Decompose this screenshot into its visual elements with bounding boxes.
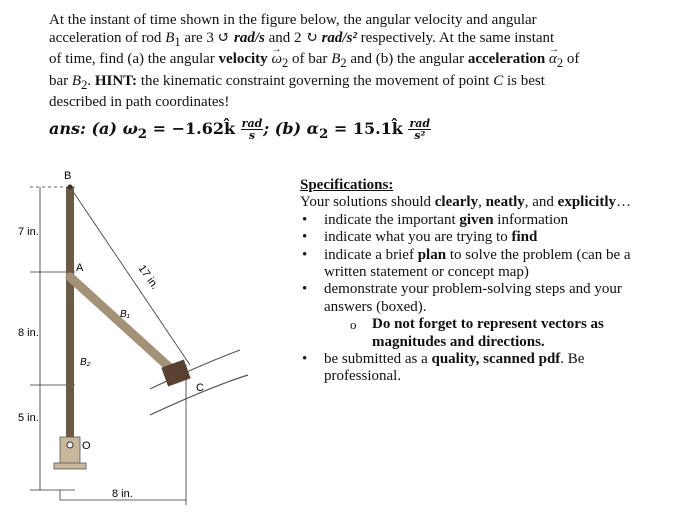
text: of — [563, 51, 580, 67]
keyword: neatly — [485, 194, 525, 211]
label-b1: B₁ — [120, 309, 130, 320]
text: of bar — [288, 51, 332, 67]
text: indicate the important — [324, 211, 460, 228]
problem-line-4 — [49, 73, 649, 95]
text: acceleration of rod — [49, 29, 166, 46]
subscript: 2 — [137, 126, 148, 143]
text: is best — [503, 72, 545, 89]
problem-line-3 — [49, 51, 649, 73]
base-support — [60, 437, 80, 465]
bar-symbol: B — [331, 51, 341, 67]
numerator: rad — [409, 117, 431, 130]
sub-list — [324, 316, 660, 351]
text: … — [616, 194, 631, 211]
alpha-vector: → α — [549, 51, 557, 69]
specifications — [300, 177, 660, 386]
text: Your solutions should — [300, 194, 435, 211]
keyword: plan — [417, 246, 447, 263]
keyword: velocity — [218, 51, 268, 67]
keyword: explicitly — [557, 194, 616, 211]
point-symbol: C — [493, 72, 504, 89]
keyword: acceleration — [467, 51, 546, 67]
answer-line — [49, 118, 431, 142]
text: , — [478, 194, 486, 211]
specs-title: Specifications: — [300, 177, 394, 193]
subscript: 2 — [318, 126, 329, 143]
subscript: 2 — [81, 77, 88, 92]
label-b: B — [64, 170, 72, 182]
dim-8h-label: 8 in. — [112, 488, 133, 500]
denominator: s² — [414, 129, 426, 142]
text: to solve the problem (can be a written statement or concept map) — [324, 246, 631, 281]
problem-line-5: described in path coordinates! — [49, 94, 230, 110]
subscript: 2 — [556, 56, 564, 70]
list-item — [322, 229, 660, 246]
curved-path — [150, 375, 248, 415]
list-item — [322, 212, 660, 229]
dim-5-label: 5 in. — [18, 412, 39, 424]
keyword: given — [459, 211, 494, 228]
denominator: s — [248, 129, 256, 142]
dimension-lines — [30, 187, 190, 505]
keyword: quality, scanned pdf — [431, 351, 561, 368]
base-plate — [54, 463, 86, 469]
text: the kinematic constraint governing the movement of point — [137, 72, 494, 89]
unit-fraction — [241, 118, 264, 141]
numerator: rad — [241, 117, 263, 130]
text: and (b) the angular — [346, 51, 468, 67]
answer-a-value: = −1.62k̂ — [147, 119, 236, 138]
point-b — [68, 185, 73, 190]
bar-symbol: B — [71, 72, 82, 89]
text: be submitted as a — [324, 351, 432, 368]
subscript: 2 — [282, 56, 289, 70]
omega-vector: → ω — [271, 51, 282, 69]
text: . Be professional. — [324, 351, 585, 385]
dim-7-label: 7 in. — [18, 226, 39, 238]
unit: rad/s — [234, 29, 265, 46]
text: of time, find (a) the angular — [49, 51, 219, 67]
unit-fraction — [408, 118, 431, 141]
label-a: A — [76, 262, 84, 274]
label-c: C — [196, 382, 204, 394]
text: . — [87, 72, 95, 89]
specs-intro — [300, 194, 660, 211]
text: respectively. At the same instant — [356, 29, 555, 46]
text: indicate a brief — [324, 246, 418, 263]
text: and 2 ↻ — [264, 29, 322, 46]
list-item — [322, 351, 660, 386]
text: bar — [49, 72, 72, 89]
dim-8-label: 8 in. — [18, 327, 39, 339]
keyword: clearly — [434, 194, 479, 211]
keyword: find — [511, 229, 538, 246]
list-item — [322, 281, 660, 351]
text: demonstrate your problem-solving steps and your answers (boxed). — [324, 281, 622, 315]
hint-label: HINT: — [94, 72, 138, 89]
list-item — [322, 247, 660, 282]
text: , and — [524, 194, 558, 211]
unit: rad/s² — [321, 29, 357, 46]
label-o: O — [82, 440, 91, 452]
problem-line-1: At the instant of time shown in the figure below, the angular velocity and angular — [49, 12, 537, 28]
label-b2: B₂ — [80, 357, 91, 368]
answer-a-label: ans: (a) ω — [49, 119, 138, 138]
text: Do not forget to represent vectors as magnitudes and directions. — [372, 316, 604, 350]
text: are 3 ↺ — [180, 29, 234, 46]
subscript: 1 — [174, 34, 181, 49]
dim-17-label: 17 in. — [135, 262, 161, 292]
pin-o — [67, 442, 73, 448]
text: indicate what you are trying to — [324, 229, 512, 246]
text: information — [493, 211, 569, 228]
specs-list — [300, 212, 660, 386]
rod-symbol: B — [165, 29, 175, 46]
answer-b-label: ; (b) α — [263, 119, 319, 138]
subscript: 2 — [340, 56, 347, 70]
problem-statement — [49, 12, 649, 112]
answer-b-value: = 15.1k̂ — [328, 119, 403, 138]
mechanism-figure — [0, 165, 300, 513]
list-item — [370, 316, 660, 351]
